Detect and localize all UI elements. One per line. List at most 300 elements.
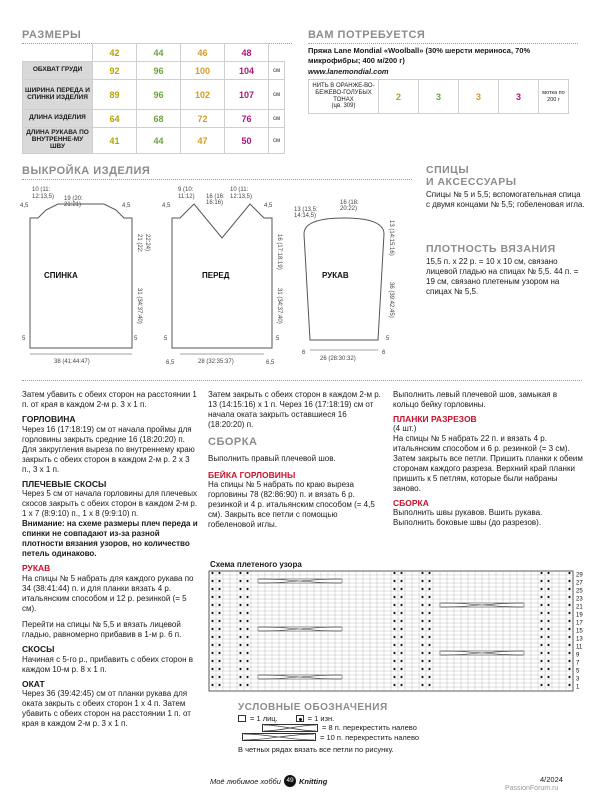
row-number: 19 [576,612,583,619]
needles-title-a: СПИЦЫ [426,164,470,176]
row-number: 15 [576,628,583,635]
text: Выполнить левый плечевой шов, замыкая в кольцо бейку горловины. [393,390,558,409]
purl-dot [239,628,241,630]
purl-dot [393,580,395,582]
purl-dot [547,684,549,686]
purl-dot [568,580,570,582]
heading-plackets: ПЛАНКИ РАЗРЕЗОВ [393,414,477,424]
purl-dot [568,644,570,646]
dim: 5 [386,336,390,342]
amount-46: 3 [459,80,499,114]
purl-dot [393,660,395,662]
text: Через 36 (39:42:45) см от планки рукава для оката закрыть с обеих сторон 1 x 4 п. Затем убавить с обеих сторон на расстоянии 1 п. от края в каждом 2-м р. 3 x 1 п. [22,689,191,729]
dim: 4,5 [122,203,131,209]
purl-dot [568,612,570,614]
row-number: 3 [576,676,580,683]
dim: 5 [22,336,26,342]
amount-48: 3 [499,80,539,114]
thread-label: НИТЬ В ОРАНЖЕ-ВО-БЕЖЕВО-ГОЛУБЫХ ТОНАХ [312,82,375,103]
purl-dot [218,636,220,638]
purl-dot [400,604,402,606]
purl-dot [428,628,430,630]
cell: 96 [137,80,181,110]
purl-dot [218,668,220,670]
dim: 6,5 [266,360,275,366]
purl-dot [246,580,248,582]
purl-dot [428,660,430,662]
text: Выполнить швы рукавов. Вшить рукава. Выполнить боковые швы (до разрезов). [393,508,543,528]
dim: 38 (41:44:47) [54,359,90,365]
legend-note: В четных рядах вязать все петли по рисунку. [238,745,394,755]
purl-dot [547,628,549,630]
dim: 5 [164,336,168,342]
row-number: 9 [576,652,580,659]
purl-dot [568,596,570,598]
purl-dot [211,652,213,654]
purl-dot [246,660,248,662]
purl-dot [421,620,423,622]
purl-dot [547,604,549,606]
purl-dot [547,652,549,654]
purl-dot [218,588,220,590]
purl-dot [239,652,241,654]
purl-dot [239,668,241,670]
purl-dot [246,596,248,598]
row-number: 13 [576,636,583,643]
purl-dot [428,620,430,622]
row-number: 11 [576,644,583,651]
purl-dot [428,652,430,654]
purl-dot [428,588,430,590]
purl-dot [428,644,430,646]
purl-dot [239,676,241,678]
purl-dot [547,596,549,598]
purl-dot [218,604,220,606]
purl-dot [428,596,430,598]
purl-dot [239,596,241,598]
heading-cap: ОКАТ [22,678,45,689]
purl-dot [211,628,213,630]
purl-dot [568,668,570,670]
heading-neckline: ГОРЛОВИНА [22,414,76,424]
text: Выполнить правый плечевой шов. [208,453,336,463]
heading-assembly: СБОРКА [208,436,258,448]
purl-dot [246,612,248,614]
dim: 6,5 [166,360,175,366]
purl-dot [218,596,220,598]
dim: 4,5 [162,203,171,209]
row-number: 25 [576,588,583,595]
purl-dot [540,612,542,614]
purl-dot [421,596,423,598]
purl-dot [400,660,402,662]
purl-dot [218,676,220,678]
purl-dot [393,684,395,686]
purl-dot [393,612,395,614]
cell: 92 [93,62,137,80]
purl-dot [540,628,542,630]
purl-dot [421,652,423,654]
density-text: 15,5 п. x 22 р. = 10 x 10 см, связано лицевой гладью на спицах № 5,5. 44 п. = 19 см, связано плетеным узором на спицах № 5,5. [426,257,579,296]
purl-dot [218,660,220,662]
purl-dot [393,588,395,590]
purl-dot [393,604,395,606]
unit: см [269,80,285,110]
knit-symbol-icon [238,715,246,722]
purl-dot [218,612,220,614]
back-label: СПИНКА [44,271,78,280]
size-46: 46 [181,44,225,62]
cross-10-icon [242,733,316,741]
dim: 12:13,5) [230,194,253,200]
row-label-width: ШИРИНА ПЕРЕДА И СПИНКИ ИЗДЕЛИЯ [23,80,93,110]
legend-cross-10: = 10 п. перекрестить налево [320,732,420,742]
unit: см [269,128,285,154]
purl-dot [540,580,542,582]
density-title: ПЛОТНОСТЬ ВЯЗАНИЯ [426,243,556,255]
text: Затем убавить с обеих сторон на расстоянии 1 п. от края в каждом 2-м р. 3 x 1 п. [22,390,197,409]
row-number: 29 [576,572,583,579]
amount-44: 3 [419,80,459,114]
purl-dot [393,636,395,638]
purl-dot [540,660,542,662]
purl-dot [246,684,248,686]
purl-dot [211,676,213,678]
purl-dot [246,636,248,638]
purl-dot [421,676,423,678]
pattern-drawing [14,178,414,374]
purl-dot [239,620,241,622]
pattern-title: ВЫКРОЙКА ИЗДЕЛИЯ [22,165,151,177]
purl-dot [218,652,220,654]
cross-8-icon [262,724,318,732]
row-number: 27 [576,580,583,587]
purl-dot [421,628,423,630]
purl-dot [393,676,395,678]
purl-dot [540,684,542,686]
purl-dot [400,668,402,670]
text: Затем закрыть с обеих сторон в каждом 2-м р. 13 (14:15:16) x 1 п. Через 16 (17:18:19) см от начала оката закрыть оставшиеся 16 (18:20:20) п. [208,390,381,429]
dim: 16 (17:18:19) [276,234,282,270]
needles-title [426,165,517,188]
yarn-url[interactable]: www.lanemondial.com [308,67,389,76]
dim: 6 [382,350,386,356]
purl-dot [211,684,213,686]
purl-dot [211,604,213,606]
purl-dot [421,572,423,574]
purl-dot [211,660,213,662]
dim: 9 (10: [178,187,194,193]
thread-code: (цв. 309) [331,103,356,110]
dim: 12:13,5) [32,194,55,200]
legend-purl: = 1 изн. [307,714,335,723]
purl-dot [393,620,395,622]
purl-dot [218,620,220,622]
purl-dot [246,628,248,630]
text: Начиная с 5-го р., прибавить с обеих сторон в каждом 10-м р. 8 x 1 п. [22,654,193,674]
column-2 [208,390,384,530]
dim: 36 (39:42:45) [388,282,394,318]
purl-dot [211,644,213,646]
cell: 89 [93,80,137,110]
purl-dot [540,652,542,654]
purl-dot [239,660,241,662]
purl-dot [568,660,570,662]
cell: 102 [181,80,225,110]
purl-dot [239,684,241,686]
dim: 10 (11: [32,187,51,193]
legend [238,714,419,755]
purl-dot [568,684,570,686]
purl-dot [547,644,549,646]
purl-dot [246,668,248,670]
row-number: 23 [576,596,583,603]
purl-dot [568,620,570,622]
purl-dot [540,588,542,590]
text: На спицы № 5 набрать для каждого рукава по 34 (38:41:44) п. и для планки вязать 4 р. итальянским способом и 12 р. резинкой (= 5 см). [22,573,194,613]
chart-title: Схема плетеного узора [210,560,302,569]
purl-dot [239,636,241,638]
cell: 68 [137,110,181,128]
dim: 16:16) [206,200,224,206]
purl-dot [547,572,549,574]
purl-dot [400,628,402,630]
purl-dot [239,588,241,590]
purl-dot [568,572,570,574]
purl-dot [239,580,241,582]
purl-dot [211,580,213,582]
purl-dot [568,604,570,606]
cell: 47 [181,128,225,154]
dim: 5 [276,336,280,342]
purl-dot [421,636,423,638]
purl-symbol-icon [296,715,304,722]
purl-dot [400,588,402,590]
purl-dot [218,572,220,574]
dim: 20:22) [340,206,358,212]
sizes-title: РАЗМЕРЫ [22,29,82,41]
purl-dot [211,620,213,622]
site-watermark: PassionForum.ru [505,785,559,792]
purl-dot [400,596,402,598]
magazine-name: Моё любимое хобби [210,776,281,786]
dim: 11:12) [178,194,195,200]
dim: 31 (34:37:40) [136,288,142,324]
row-number: 5 [576,668,580,675]
dim: 19 (20: [64,196,83,202]
purl-dot [428,612,430,614]
dim: 31 (34:37:40) [276,288,282,324]
purl-dot [393,652,395,654]
purl-dot [246,644,248,646]
dim: 13 (13,5: [294,207,318,213]
purl-dot [239,572,241,574]
purl-dot [218,580,220,582]
purl-dot [568,676,570,678]
purl-dot [400,612,402,614]
need-title: ВАМ ПОТРЕБУЕТСЯ [308,29,426,41]
dim: 28 (32:35:37) [198,359,234,365]
purl-dot [428,676,430,678]
legend-knit: = 1 лиц. [250,714,278,723]
heading-sleeve: РУКАВ [22,563,51,574]
dim: 6 [302,350,306,356]
purl-dot [428,604,430,606]
cell: 41 [93,128,137,154]
sizes-table [22,43,285,154]
purl-dot [246,652,248,654]
purl-dot [400,636,402,638]
row-label-sleeve: ДЛИНА РУКАВА ПО ВНУТРЕННЕ-МУ ШВУ [23,128,93,154]
legend-title: УСЛОВНЫЕ ОБОЗНАЧЕНИЯ [238,702,388,713]
purl-dot [218,644,220,646]
purl-dot [400,620,402,622]
dim: 4,5 [20,203,29,209]
needles-text: Спицы № 5 и 5,5; вспомогательная спица с двумя концами № 5,5; гобеленовая игла. [426,190,585,209]
heading-assembly-2: СБОРКА [393,497,429,508]
text: На спицы № 5 набрать по краю выреза горловины 78 (82:86:90) п. и вязать 6 р. резинкой и 4 р. итальянским способом (= 4,5 см). Закрыть все петли с помощью гобеленовой иглы. [208,480,375,530]
column-1 [22,390,200,729]
unit: см [269,110,285,128]
purl-dot [540,620,542,622]
purl-dot [540,604,542,606]
heading-neckband: БЕЙКА ГОРЛОВИНЫ [208,469,296,480]
purl-dot [393,596,395,598]
dim: 16 (16: [206,194,225,200]
cell: 64 [93,110,137,128]
purl-dot [421,660,423,662]
page-number: 49 [284,775,296,787]
purl-dot [246,620,248,622]
needles-title-b: И АКСЕССУАРЫ [426,175,517,188]
purl-dot [547,660,549,662]
purl-dot [400,644,402,646]
purl-dot [547,676,549,678]
cell: 72 [181,110,225,128]
row-number: 21 [576,604,583,611]
purl-dot [393,644,395,646]
legend-cross-8: = 8 п. перекрестить налево [322,723,417,733]
purl-dot [239,604,241,606]
purl-dot [421,668,423,670]
purl-dot [239,612,241,614]
cell: 104 [225,62,269,80]
column-3 [393,390,583,528]
yarn-table [308,79,569,114]
purl-dot [211,572,213,574]
section-name: Knitting [298,776,328,786]
purl-dot [428,572,430,574]
purl-dot [211,612,213,614]
sleeve-label: РУКАВ [322,271,349,280]
purl-dot [547,636,549,638]
purl-dot [400,676,402,678]
purl-dot [246,572,248,574]
text: Через 16 (17:18:19) см от начала проймы для горловины закрыть средние 16 (18:20:20) п. Для закругления выреза по внутреннему краю закрыть с обеих сторон в каждом 2-м р. 2 x 3 п., 3 x 1 п. [22,424,195,474]
purl-dot [540,636,542,638]
purl-dot [428,636,430,638]
heading-bevels: СКОСЫ [22,643,55,654]
purl-dot [568,628,570,630]
purl-dot [421,580,423,582]
cell: 96 [137,62,181,80]
note: Внимание: на схеме размеры плеч переда и спинки не совпадают из-за разной плотности вязания узоров, но количество петель одинаково. [22,519,198,559]
text: Через 5 см от начала горловины для плечевых скосов закрыть с обеих сторон в каждом 2-м р. 1 x 7 (8:9:10) п., 1 x 8 (9:9:10) п. [22,489,198,519]
purl-dot [211,596,213,598]
purl-dot [400,684,402,686]
purl-dot [547,620,549,622]
row-label-length: ДЛИНА ИЗДЕЛИЯ [23,110,93,128]
purl-dot [400,580,402,582]
row-number: 7 [576,660,580,667]
purl-dot [246,604,248,606]
purl-dot [211,668,213,670]
purl-dot [428,684,430,686]
purl-dot [540,572,542,574]
plackets-count: (4 шт.) [393,423,417,433]
amount-unit: мотка по 200 г [539,80,569,114]
size-48: 48 [225,44,269,62]
purl-dot [540,596,542,598]
purl-dot [393,668,395,670]
front-label: ПЕРЕД [202,271,230,280]
purl-dot [246,588,248,590]
purl-dot [568,636,570,638]
purl-dot [547,612,549,614]
dim: 22:24) [144,234,150,252]
purl-dot [211,588,213,590]
text: На спицы № 5 набрать 22 п. и вязать 4 р. итальянским способом и 6 р. резинкой (= 3 см). Затем закрыть все петли. Пришить планки к обеим сторонам каждого разреза. Верхний край планки пришить к 5 петлям, которые были набраны заново. [393,433,583,493]
purl-dot [239,644,241,646]
purl-dot [421,684,423,686]
purl-dot [547,668,549,670]
purl-dot [428,668,430,670]
cell: 107 [225,80,269,110]
purl-dot [540,644,542,646]
purl-dot [421,644,423,646]
row-label-chest: ОБХВАТ ГРУДИ [23,62,93,80]
purl-dot [540,676,542,678]
purl-dot [421,604,423,606]
purl-dot [540,668,542,670]
heading-shoulders: ПЛЕЧЕВЫЕ СКОСЫ [22,478,107,489]
purl-dot [568,652,570,654]
purl-dot [218,628,220,630]
knit-chart [208,570,597,695]
row-number: 17 [576,620,583,627]
purl-dot [421,612,423,614]
size-44: 44 [137,44,181,62]
dim: 5 [134,336,138,342]
purl-dot [211,636,213,638]
cell: 76 [225,110,269,128]
footer [210,775,327,787]
purl-dot [568,588,570,590]
purl-dot [400,652,402,654]
purl-dot [393,628,395,630]
purl-dot [547,580,549,582]
dim: 26 (28:30:32) [320,356,356,362]
dim: 4,5 [264,203,273,209]
dim: 16 (18: [340,200,359,206]
purl-dot [547,588,549,590]
purl-dot [421,588,423,590]
purl-dot [428,580,430,582]
cell: 100 [181,62,225,80]
size-42: 42 [93,44,137,62]
dim: 21:21) [64,202,82,208]
dim: 10 (11: [230,187,249,193]
